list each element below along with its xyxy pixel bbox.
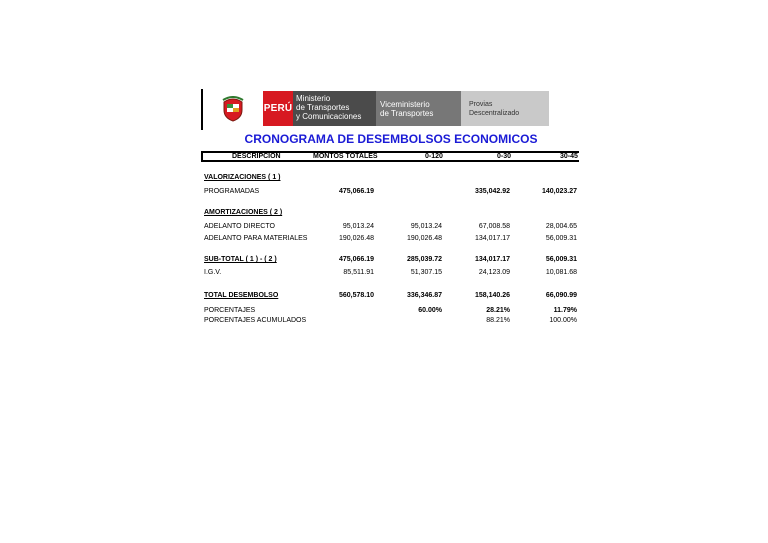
- row-label-porcentajes-acumulados: PORCENTAJES ACUMULADOS: [204, 317, 307, 324]
- ministerio-block: [293, 91, 376, 126]
- col-header-0-120: 0-120: [425, 153, 443, 160]
- row-label-subtotal: SUB-TOTAL ( 1 ) - ( 2 ): [204, 256, 277, 263]
- section-amortizaciones: AMORTIZACIONES ( 2 ): [204, 209, 283, 216]
- row-label-adelanto-materiales: ADELANTO PARA MATERIALES: [204, 235, 308, 242]
- header-banner: [203, 91, 579, 126]
- cell-adelanto-directo-30-45: 28,004.65: [545, 223, 577, 230]
- cell-porcentajes-0-120: 60.00%: [418, 307, 442, 314]
- cell-subtotal-total: 475,066.19: [338, 256, 374, 263]
- cell-total-total: 560,578.10: [338, 292, 374, 299]
- provias-block: [461, 91, 549, 126]
- viceministerio-block: [376, 91, 461, 126]
- coat-of-arms-icon: [203, 91, 263, 126]
- section-valorizaciones: VALORIZACIONES ( 1 ): [204, 174, 281, 181]
- cell-total-0-30: 158,140.26: [474, 292, 510, 299]
- cell-igv-0-30: 24,123.09: [478, 269, 510, 276]
- cell-subtotal-0-120: 285,039.72: [406, 256, 442, 263]
- ministerio-line-2: de Transportes: [296, 103, 350, 112]
- cell-adelanto-directo-total: 95,013.24: [342, 223, 374, 230]
- cell-igv-30-45: 10,081.68: [545, 269, 577, 276]
- row-label-porcentajes: PORCENTAJES: [204, 307, 256, 314]
- cell-acumulados-30-45: 100.00%: [549, 317, 577, 324]
- cell-programadas-30-45: 140,023.27: [541, 188, 577, 195]
- provias-line-2: Descentralizado: [469, 110, 520, 117]
- cell-programadas-total: 475,066.19: [338, 188, 374, 195]
- cell-adelanto-directo-0-30: 67,008.58: [478, 223, 510, 230]
- row-label-total-desembolso: TOTAL DESEMBOLSO: [204, 292, 279, 299]
- cell-porcentajes-30-45: 11.79%: [553, 307, 577, 314]
- cell-adelanto-materiales-0-30: 134,017.17: [474, 235, 510, 242]
- row-label-igv: I.G.V.: [204, 269, 222, 276]
- cell-acumulados-0-30: 88.21%: [486, 317, 510, 324]
- provias-line-1: Provias: [469, 101, 493, 108]
- cell-adelanto-directo-0-120: 95,013.24: [410, 223, 442, 230]
- cell-adelanto-materiales-total: 190,026.48: [338, 235, 374, 242]
- cell-subtotal-30-45: 56,009.31: [545, 256, 577, 263]
- cell-subtotal-0-30: 134,017.17: [474, 256, 510, 263]
- col-header-montos-totales: MONTOS TOTALES: [313, 153, 378, 160]
- viceministerio-line-1: Viceministerio: [380, 100, 430, 109]
- col-header-0-30: 0-30: [497, 153, 512, 160]
- cell-adelanto-materiales-30-45: 56,009.31: [545, 235, 577, 242]
- cell-igv-total: 85,511.91: [343, 269, 374, 276]
- col-header-descripcion: DESCRIPCION: [232, 153, 281, 160]
- viceministerio-line-2: de Transportes: [380, 109, 434, 118]
- cell-adelanto-materiales-0-120: 190,026.48: [406, 235, 442, 242]
- ministerio-line-3: y Comunicaciones: [296, 112, 362, 121]
- row-label-adelanto-directo: ADELANTO DIRECTO: [204, 223, 275, 230]
- cell-programadas-0-30: 335,042.92: [474, 188, 510, 195]
- cell-total-30-45: 66,090.99: [545, 292, 577, 299]
- page-title: CRONOGRAMA DE DESEMBOLSOS ECONOMICOS: [244, 132, 538, 146]
- ministerio-line-1: Ministerio: [296, 94, 331, 103]
- col-header-30-45: 30-45: [560, 153, 578, 160]
- row-label-programadas: PROGRAMADAS: [204, 188, 260, 195]
- cell-porcentajes-0-30: 28.21%: [486, 307, 510, 314]
- cell-total-0-120: 336,346.87: [406, 292, 442, 299]
- cell-igv-0-120: 51,307.15: [410, 269, 442, 276]
- peru-brand: PERÚ: [263, 91, 293, 126]
